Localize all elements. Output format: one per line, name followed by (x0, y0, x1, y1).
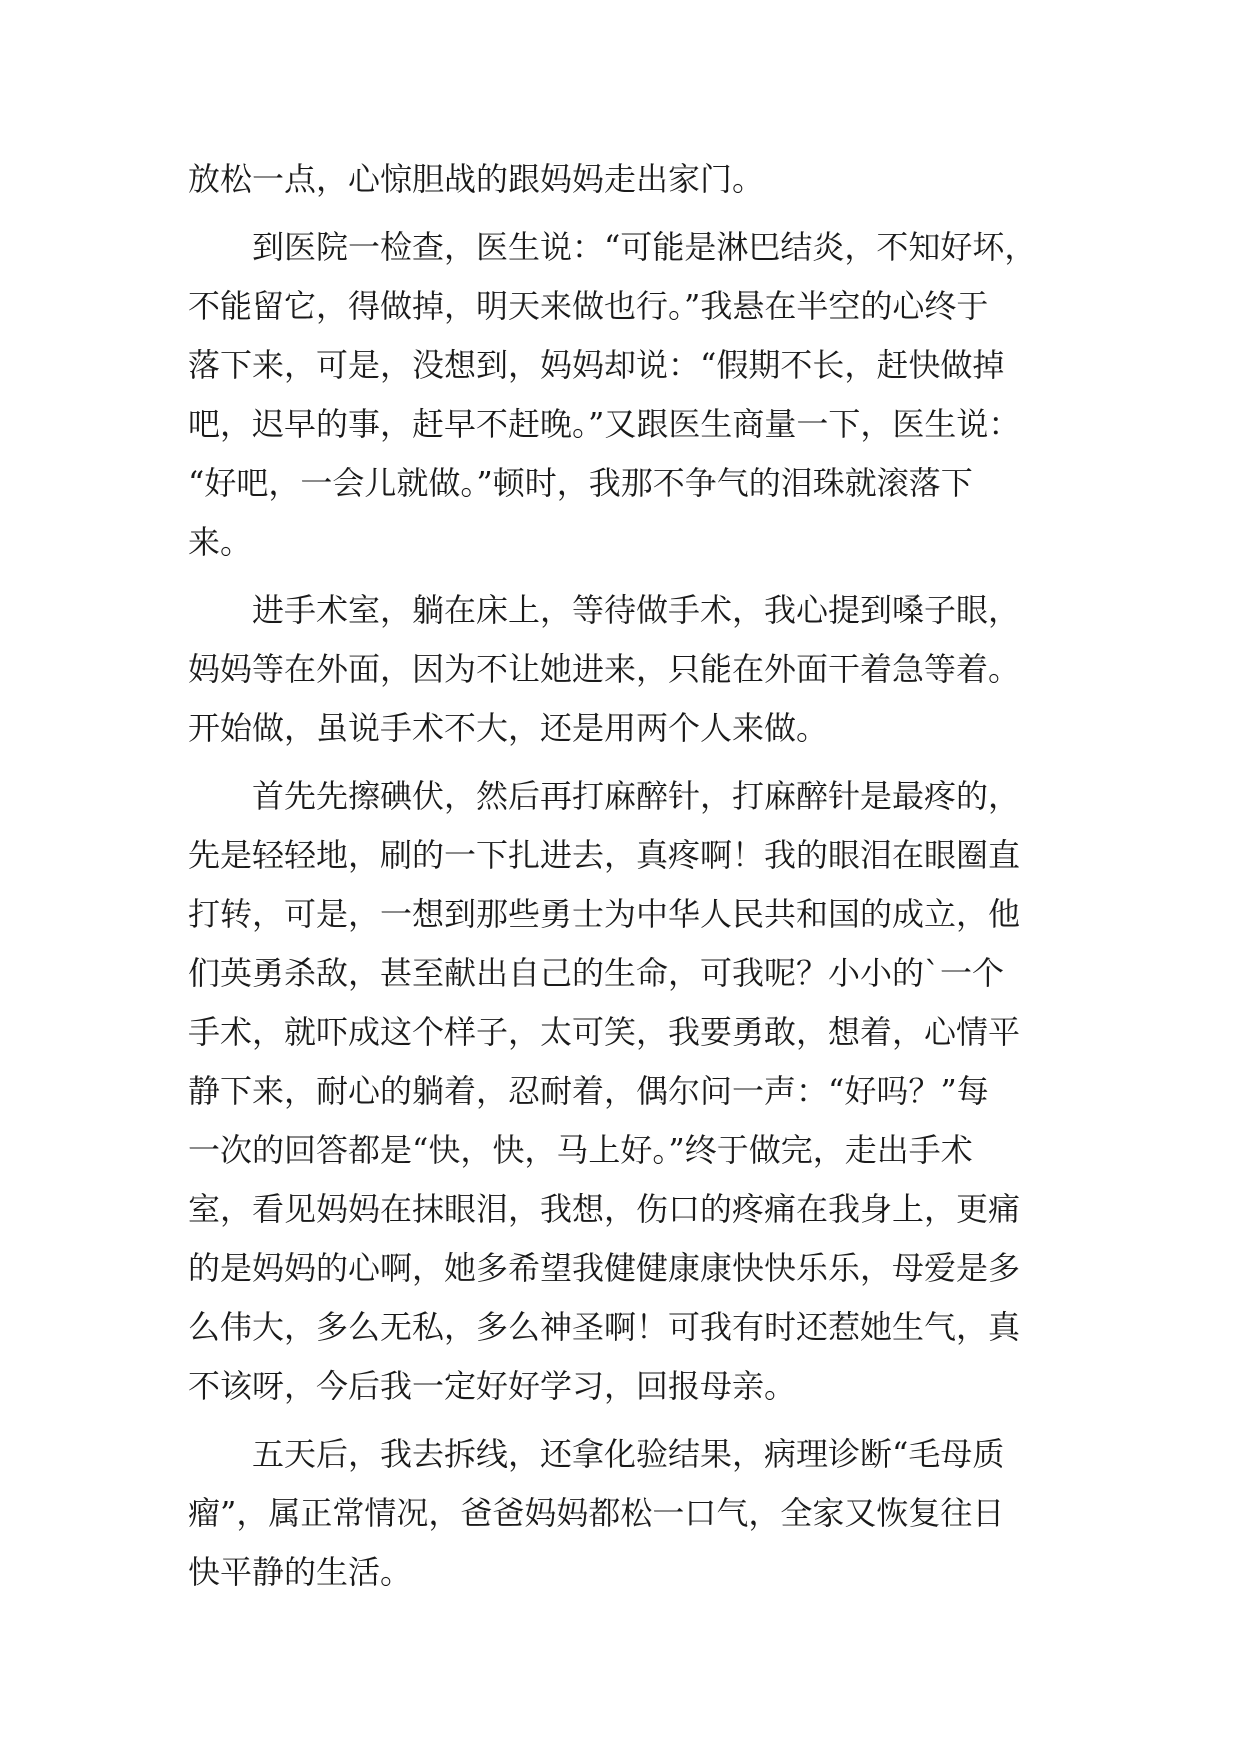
text-line: 室，看见妈妈在抹眼泪，我想，伤口的疼痛在我身上，更痛 (188, 1190, 1021, 1228)
text-line: 快平静的生活。 (188, 1553, 413, 1591)
text-line: 手术，就吓成这个样子，太可笑，我要勇敢，想着，心情平 (188, 1013, 1021, 1051)
text-line: 吧，迟早的事，赶早不赶晚。”又跟医生商量一下，医生说： (188, 405, 1021, 443)
text-line: 瘤”，属正常情况，爸爸妈妈都松一口气，全家又恢复往日 (188, 1494, 1005, 1532)
text-line: 不该呀，今后我一定好好学习，回报母亲。 (188, 1367, 797, 1405)
text-line: 放松一点，心惊胆战的跟妈妈走出家门。 (188, 160, 765, 198)
text-line: 么伟大，多么无私，多么神圣啊！可我有时还惹她生气，真 (188, 1308, 1021, 1346)
text-line: 开始做，虽说手术不大，还是用两个人来做。 (188, 709, 829, 747)
text-line: 落下来，可是，没想到，妈妈却说：“假期不长，赶快做掉 (188, 346, 1005, 384)
text-line: 五天后，我去拆线，还拿化验结果，病理诊断“毛母质 (188, 1435, 1005, 1473)
text-line: 不能留它，得做掉，明天来做也行。”我悬在半空的心终于 (188, 287, 989, 325)
text-line: 们英勇杀敌，甚至献出自己的生命，可我呢？小小的`一个 (188, 954, 1005, 992)
text-line: 先是轻轻地，刷的一下扎进去，真疼啊！我的眼泪在眼圈直 (188, 836, 1021, 874)
text-line: 进手术室，躺在床上，等待做手术，我心提到嗓子眼， (188, 591, 1021, 629)
text-line: “好吧，一会儿就做。”顿时，我那不争气的泪珠就滚落下 (188, 464, 973, 502)
text-line: 妈妈等在外面，因为不让她进来，只能在外面干着急等着。 (188, 650, 1021, 688)
text-column (188, 150, 1088, 1602)
text-line: 来。 (188, 523, 253, 561)
text-line: 首先先擦碘伏，然后再打麻醉针，打麻醉针是最疼的， (188, 777, 1021, 815)
text-line: 一次的回答都是“快，快，马上好。”终于做完，走出手术 (188, 1131, 973, 1169)
text-line: 静下来，耐心的躺着，忍耐着，偶尔问一声：“好吗？”每 (188, 1072, 989, 1110)
text-line: 打转，可是，一想到那些勇士为中华人民共和国的成立，他 (188, 895, 1021, 933)
text-line: 的是妈妈的心啊，她多希望我健健康康快快乐乐，母爱是多 (188, 1249, 1021, 1287)
text-line: 到医院一检查，医生说：“可能是淋巴结炎，不知好坏， (188, 228, 1037, 266)
